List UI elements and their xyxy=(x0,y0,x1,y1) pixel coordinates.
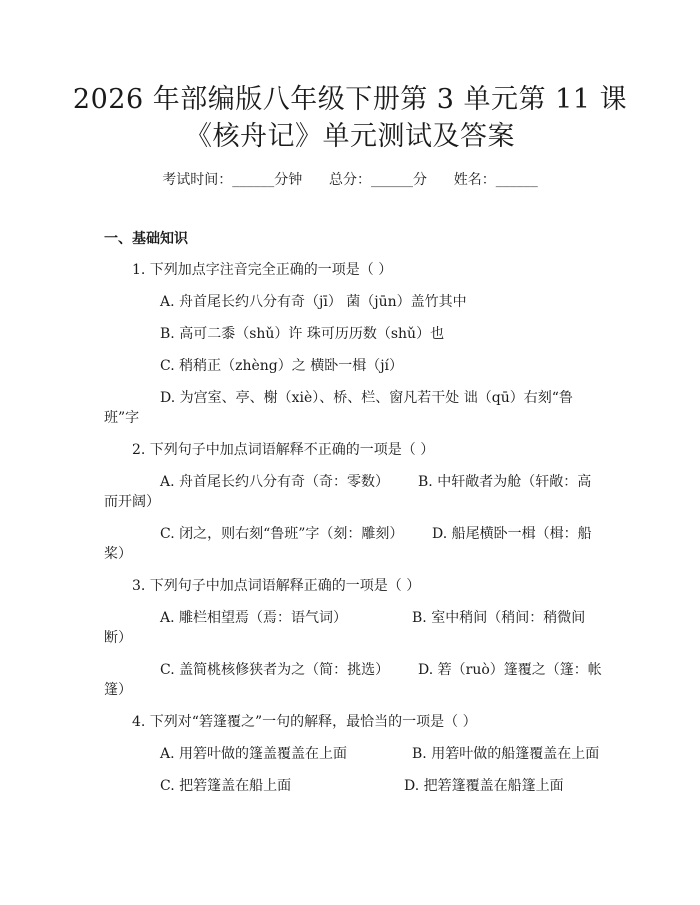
document-title-line1: 2026 年部编版八年级下册第 3 单元第 11 课 xyxy=(72,84,628,115)
question-1-stem: 1. 下列加点字注音完全正确的一项是（ ） xyxy=(132,262,393,278)
section-heading: 一、基础知识 xyxy=(104,231,188,247)
question-2-option-d-cont: 桨） xyxy=(104,546,132,562)
question-3-option-d: D. 箬（ruò）篷覆之（篷：帐 xyxy=(418,662,602,678)
name-field: 姓名：______ xyxy=(453,172,538,188)
question-2-option-a: A. 舟首尾长约八分有奇（奇：零数） xyxy=(160,474,390,490)
exam-info-line xyxy=(0,170,700,190)
exam-time-field: 考试时间：______分钟 xyxy=(162,172,303,188)
question-3-option-b: B. 室中稍间（稍间：稍微间 xyxy=(412,610,586,626)
question-2-option-b-cont: 而开阔） xyxy=(104,494,160,510)
document-title-line2: 《核舟记》单元测试及答案 xyxy=(185,121,515,152)
question-1-option-d-cont: 班”字 xyxy=(104,410,140,426)
score-field: 总分：______分 xyxy=(329,172,427,188)
question-3-option-d-cont: 篷） xyxy=(104,682,132,698)
question-2-option-c: C. 闭之，则右刻“鲁班”字（刻：雕刻） xyxy=(160,526,404,542)
question-2-option-b: B. 中轩敞者为舱（轩敞：高 xyxy=(418,474,592,490)
question-3-option-b-cont: 断） xyxy=(104,630,132,646)
question-4-stem: 4. 下列对“箬篷覆之”一句的解释，最恰当的一项是（ ） xyxy=(132,714,477,730)
question-3-stem: 3. 下列句子中加点词语解释正确的一项是（ ） xyxy=(132,578,421,594)
question-2-stem: 2. 下列句子中加点词语解释不正确的一项是（ ） xyxy=(132,442,435,458)
question-4-option-c: C. 把箬篷盖在船上面 xyxy=(160,778,292,794)
question-1-option-c: C. 稍稍正（zhèng）之 横卧一楫（jí） xyxy=(160,358,404,374)
question-4-option-b: B. 用箬叶做的船篷覆盖在上面 xyxy=(412,746,600,762)
question-1-option-b: B. 高可二黍（shǔ）许 珠可历历数（shǔ）也 xyxy=(160,326,445,342)
question-4-option-d: D. 把箬篷覆盖在船篷上面 xyxy=(404,778,564,794)
question-1-option-a: A. 舟首尾长约八分有奇（jī） 菌（jūn）盖竹其中 xyxy=(160,294,467,310)
question-3-option-c: C. 盖简桃核修狭者为之（简：挑选） xyxy=(160,662,390,678)
question-3-option-a: A. 雕栏相望焉（焉：语气词） xyxy=(160,610,348,626)
question-2-option-d: D. 船尾横卧一楫（楫：船 xyxy=(432,526,592,542)
question-4-option-a: A. 用箬叶做的篷盖覆盖在上面 xyxy=(160,746,348,762)
question-1-option-d: D. 为宫室、亭、榭（xiè）、桥、栏、窗凡若干处 诎（qū）右刻“鲁 xyxy=(160,390,573,406)
